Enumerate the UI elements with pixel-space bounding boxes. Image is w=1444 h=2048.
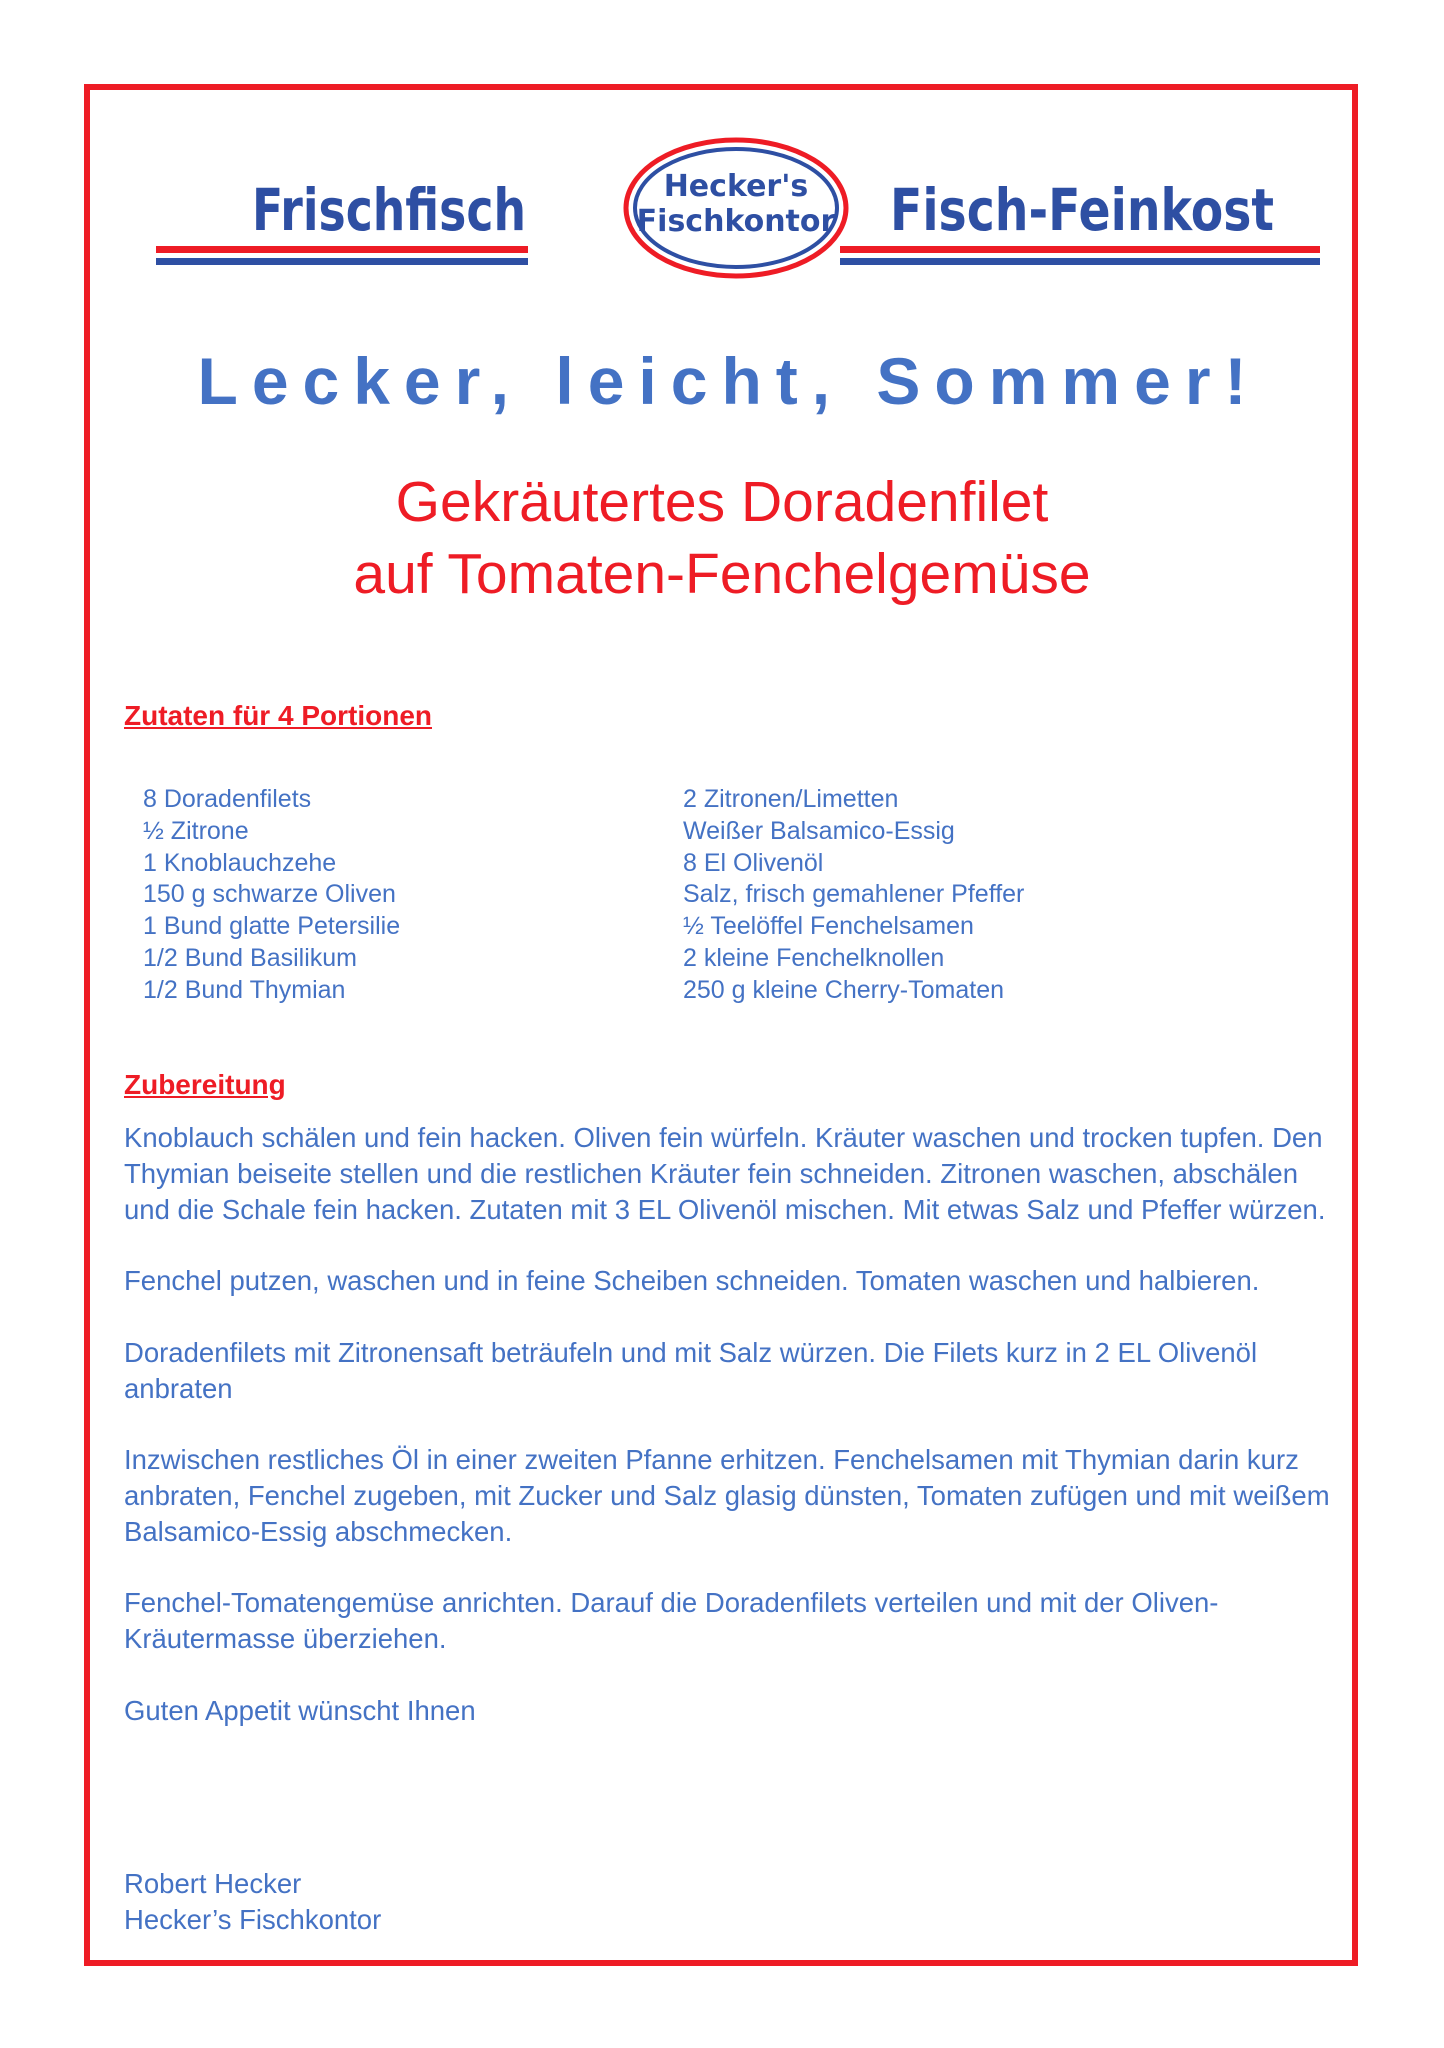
ingredient-item: Weißer Balsamico-Essig <box>683 816 955 845</box>
ingredient-item: 8 Doradenfilets <box>143 785 312 813</box>
logo-oval-line1: Hecker's <box>663 169 809 204</box>
ingredient-item: 150 g schwarze Oliven <box>143 880 396 909</box>
preparation-text <box>124 1120 1344 1764</box>
closing-line: Guten Appetit wünscht Ihnen <box>124 1694 476 1726</box>
preparation-paragraph: Knoblauch schälen und fein hacken. Oliven fein würfeln. Kräuter waschen und trocken tupfen. Den Thymian beiseite stellen und die restlichen Kräuter fein schneiden. Zitronen waschen, abschälen und die Schale fein hacken. Zutaten mit 3 EL Olivenöl mischen. Mit etwas Salz und Pfeffer würzen. <box>124 1122 1326 1225</box>
ingredient-item: ½ Zitrone <box>143 816 249 845</box>
ingredient-item: 2 kleine Fenchelknollen <box>683 943 945 972</box>
logo-right-word: Fisch-Feinkost <box>890 176 1274 244</box>
ingredient-item: 2 Zitronen/Limetten <box>683 785 899 813</box>
preparation-paragraph: Fenchel putzen, waschen und in feine Scheiben schneiden. Tomaten waschen und halbieren. <box>124 1265 1260 1297</box>
logo-graphic <box>156 136 1320 286</box>
logo-oval-line2: Fischkontor <box>636 204 836 239</box>
logo-left-word: Frischfisch <box>252 176 526 244</box>
company-logo <box>156 136 1320 286</box>
ingredient-item: 250 g kleine Cherry-Tomaten <box>683 975 1004 1004</box>
ingredients-heading: Zutaten für 4 Portionen <box>124 700 432 731</box>
recipe-title-line2: auf Tomaten-Fenchelgemüse <box>353 542 1091 606</box>
ingredient-item: 1/2 Bund Thymian <box>143 975 346 1004</box>
ingredients-list-right <box>683 784 1024 1007</box>
recipe-title-line1: Gekräutertes Doradenfilet <box>395 470 1049 534</box>
ingredient-item: 8 El Olivenöl <box>683 848 824 877</box>
preparation-paragraph: Inzwischen restliches Öl in einer zweiten Pfanne erhitzen. Fenchelsamen mit Thymian darin kurz anbraten, Fenchel zugeben, mit Zucker und Salz glasig dünsten, Tomaten zufügen und mit weißem Balsamico-Essig abschmecken. <box>124 1444 1330 1547</box>
signature-name: Robert Hecker <box>124 1868 302 1899</box>
ingredient-item: ½ Teelöffel Fenchelsamen <box>683 912 974 941</box>
ingredient-item: 1/2 Bund Basilikum <box>143 943 358 972</box>
signature-company: Hecker’s Fischkontor <box>124 1904 382 1935</box>
recipe-title <box>0 466 1444 610</box>
ingredient-item: Salz, frisch gemahlener Pfeffer <box>683 880 1025 909</box>
preparation-paragraph: Fenchel-Tomatengemüse anrichten. Darauf die Doradenfilets verteilen und mit der Oliven-Kräutermasse überziehen. <box>124 1587 1219 1655</box>
slogan-heading: Lecker, leicht, Sommer! <box>197 344 1261 418</box>
ingredient-item: 1 Bund glatte Petersilie <box>143 912 401 941</box>
preparation-paragraph: Doradenfilets mit Zitronensaft beträufeln und mit Salz würzen. Die Filets kurz in 2 EL Olivenöl anbraten <box>124 1336 1258 1404</box>
signature-block <box>124 1866 381 1938</box>
ingredient-item: 1 Knoblauchzehe <box>143 848 337 877</box>
ingredients-list-left <box>143 784 400 1007</box>
preparation-heading: Zubereitung <box>124 1069 286 1100</box>
